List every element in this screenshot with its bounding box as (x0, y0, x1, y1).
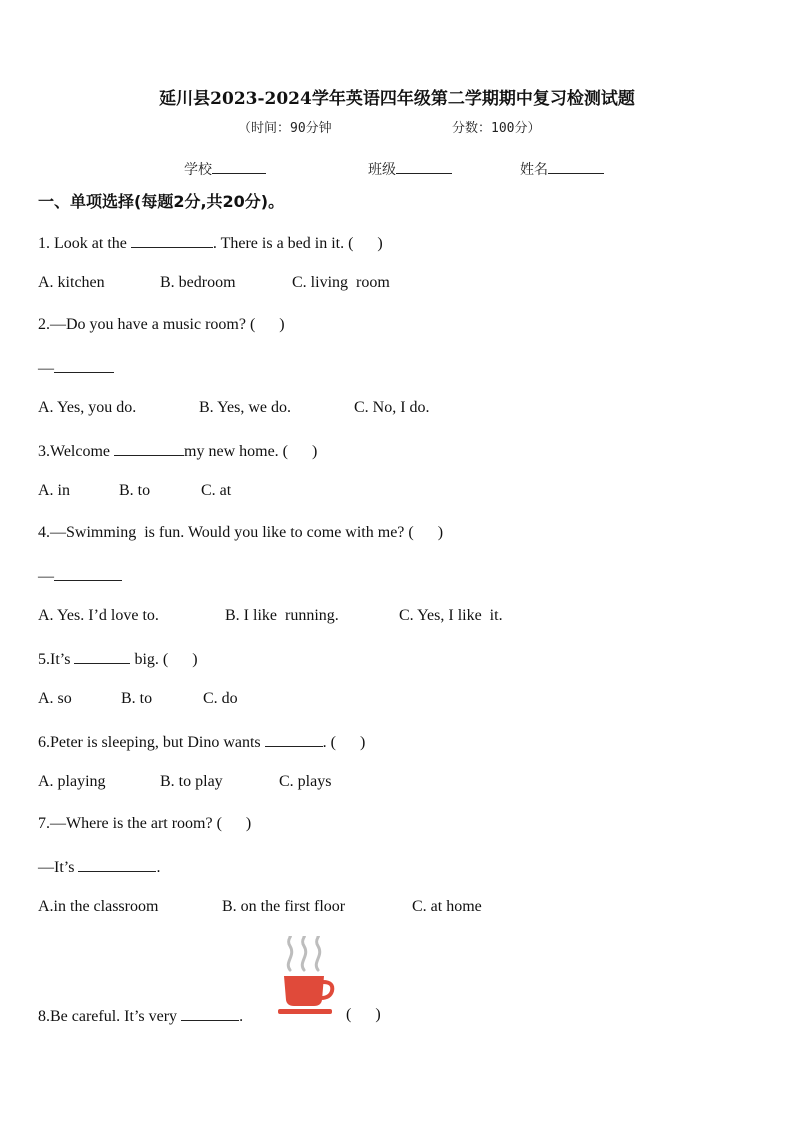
q3-option-a[interactable]: A. in (38, 482, 70, 499)
q8-text-end: . (239, 1008, 244, 1025)
q7-option-a[interactable]: A.in the classroom (38, 898, 159, 915)
score-info: 分数：100分） (452, 121, 541, 136)
q4-option-a[interactable]: A. Yes. I’d love to. (38, 607, 159, 624)
school-blank[interactable] (212, 161, 266, 174)
class-field[interactable] (368, 159, 452, 179)
q3-text-start: 3.Welcome (38, 443, 115, 460)
q8-text-start: 8.Be careful. It’s very (38, 1008, 182, 1025)
q5-blank[interactable] (74, 649, 130, 664)
q5-option-b[interactable]: B. to (121, 690, 153, 707)
q1-blank[interactable] (131, 233, 213, 248)
q8-answer-paren: ( ) (346, 1006, 381, 1023)
q5-text-start: 5.It’s (38, 651, 75, 668)
q6-text-start: 6.Peter is sleeping, but Dino wants (38, 734, 265, 751)
question-7: 7.—Where is the art room? ( ) (38, 815, 252, 832)
q6-option-c[interactable]: C. plays (279, 773, 332, 790)
question-6 (38, 732, 365, 752)
question-3 (38, 441, 317, 461)
q5-text-end: big. ( ) (130, 651, 198, 668)
school-label: 学校 (184, 162, 212, 178)
q3-text-end: my new home. ( ) (184, 443, 318, 460)
page-title: 延川县2023-2024学年英语四年级第二学期期中复习检测试题 (159, 89, 635, 109)
q2-answer-line (38, 358, 114, 378)
q6-option-b[interactable]: B. to play (160, 773, 223, 790)
question-1 (38, 233, 383, 253)
q4-dash: — (38, 568, 54, 585)
q3-option-c[interactable]: C. at (201, 482, 232, 499)
q4-blank[interactable] (54, 566, 122, 581)
q2-option-c[interactable]: C. No, I do. (354, 399, 430, 416)
q7-text-end: . (156, 859, 161, 876)
question-8 (38, 1006, 243, 1026)
q7-option-c[interactable]: C. at home (412, 898, 482, 915)
class-label: 班级 (368, 162, 396, 178)
q1-text-start: 1. Look at the (38, 235, 131, 252)
q1-option-c[interactable]: C. living room (292, 274, 390, 291)
q6-option-a[interactable]: A. playing (38, 773, 106, 790)
school-field[interactable] (184, 159, 266, 179)
q4-option-b[interactable]: B. I like running. (225, 607, 339, 624)
q4-option-c[interactable]: C. Yes, I like it. (399, 607, 503, 624)
q7-text-start: —It’s (38, 859, 79, 876)
q2-blank[interactable] (54, 358, 114, 373)
q2-option-a[interactable]: A. Yes, you do. (38, 399, 137, 416)
time-info: （时间：90分钟 (238, 121, 332, 136)
q1-option-b[interactable]: B. bedroom (160, 274, 236, 291)
section-heading: 一、单项选择(每题2分,共20分)。 (38, 192, 285, 211)
q6-text-end: . ( ) (322, 734, 366, 751)
q6-blank[interactable] (265, 732, 323, 747)
q7-answer-line (38, 857, 160, 877)
q1-text-end: . There is a bed in it. ( ) (212, 235, 383, 252)
class-blank[interactable] (396, 161, 452, 174)
q7-option-b[interactable]: B. on the first floor (222, 898, 346, 915)
name-blank[interactable] (548, 161, 604, 174)
q8-blank[interactable] (181, 1006, 239, 1021)
q2-dash: — (38, 360, 54, 377)
q7-blank[interactable] (78, 857, 156, 872)
question-4: 4.—Swimming is fun. Would you like to come with me? ( ) (38, 524, 444, 541)
name-label: 姓名 (520, 162, 548, 178)
hot-tea-cup-icon (276, 936, 336, 1020)
question-2: 2.—Do you have a music room? ( ) (38, 316, 285, 333)
q3-option-b[interactable]: B. to (119, 482, 151, 499)
question-5 (38, 649, 198, 669)
q5-option-c[interactable]: C. do (203, 690, 238, 707)
q5-option-a[interactable]: A. so (38, 690, 72, 707)
q1-option-a[interactable]: A. kitchen (38, 274, 105, 291)
q3-blank[interactable] (114, 441, 184, 456)
name-field[interactable] (520, 159, 604, 179)
q2-option-b[interactable]: B. Yes, we do. (199, 399, 292, 416)
q4-answer-line (38, 566, 122, 586)
